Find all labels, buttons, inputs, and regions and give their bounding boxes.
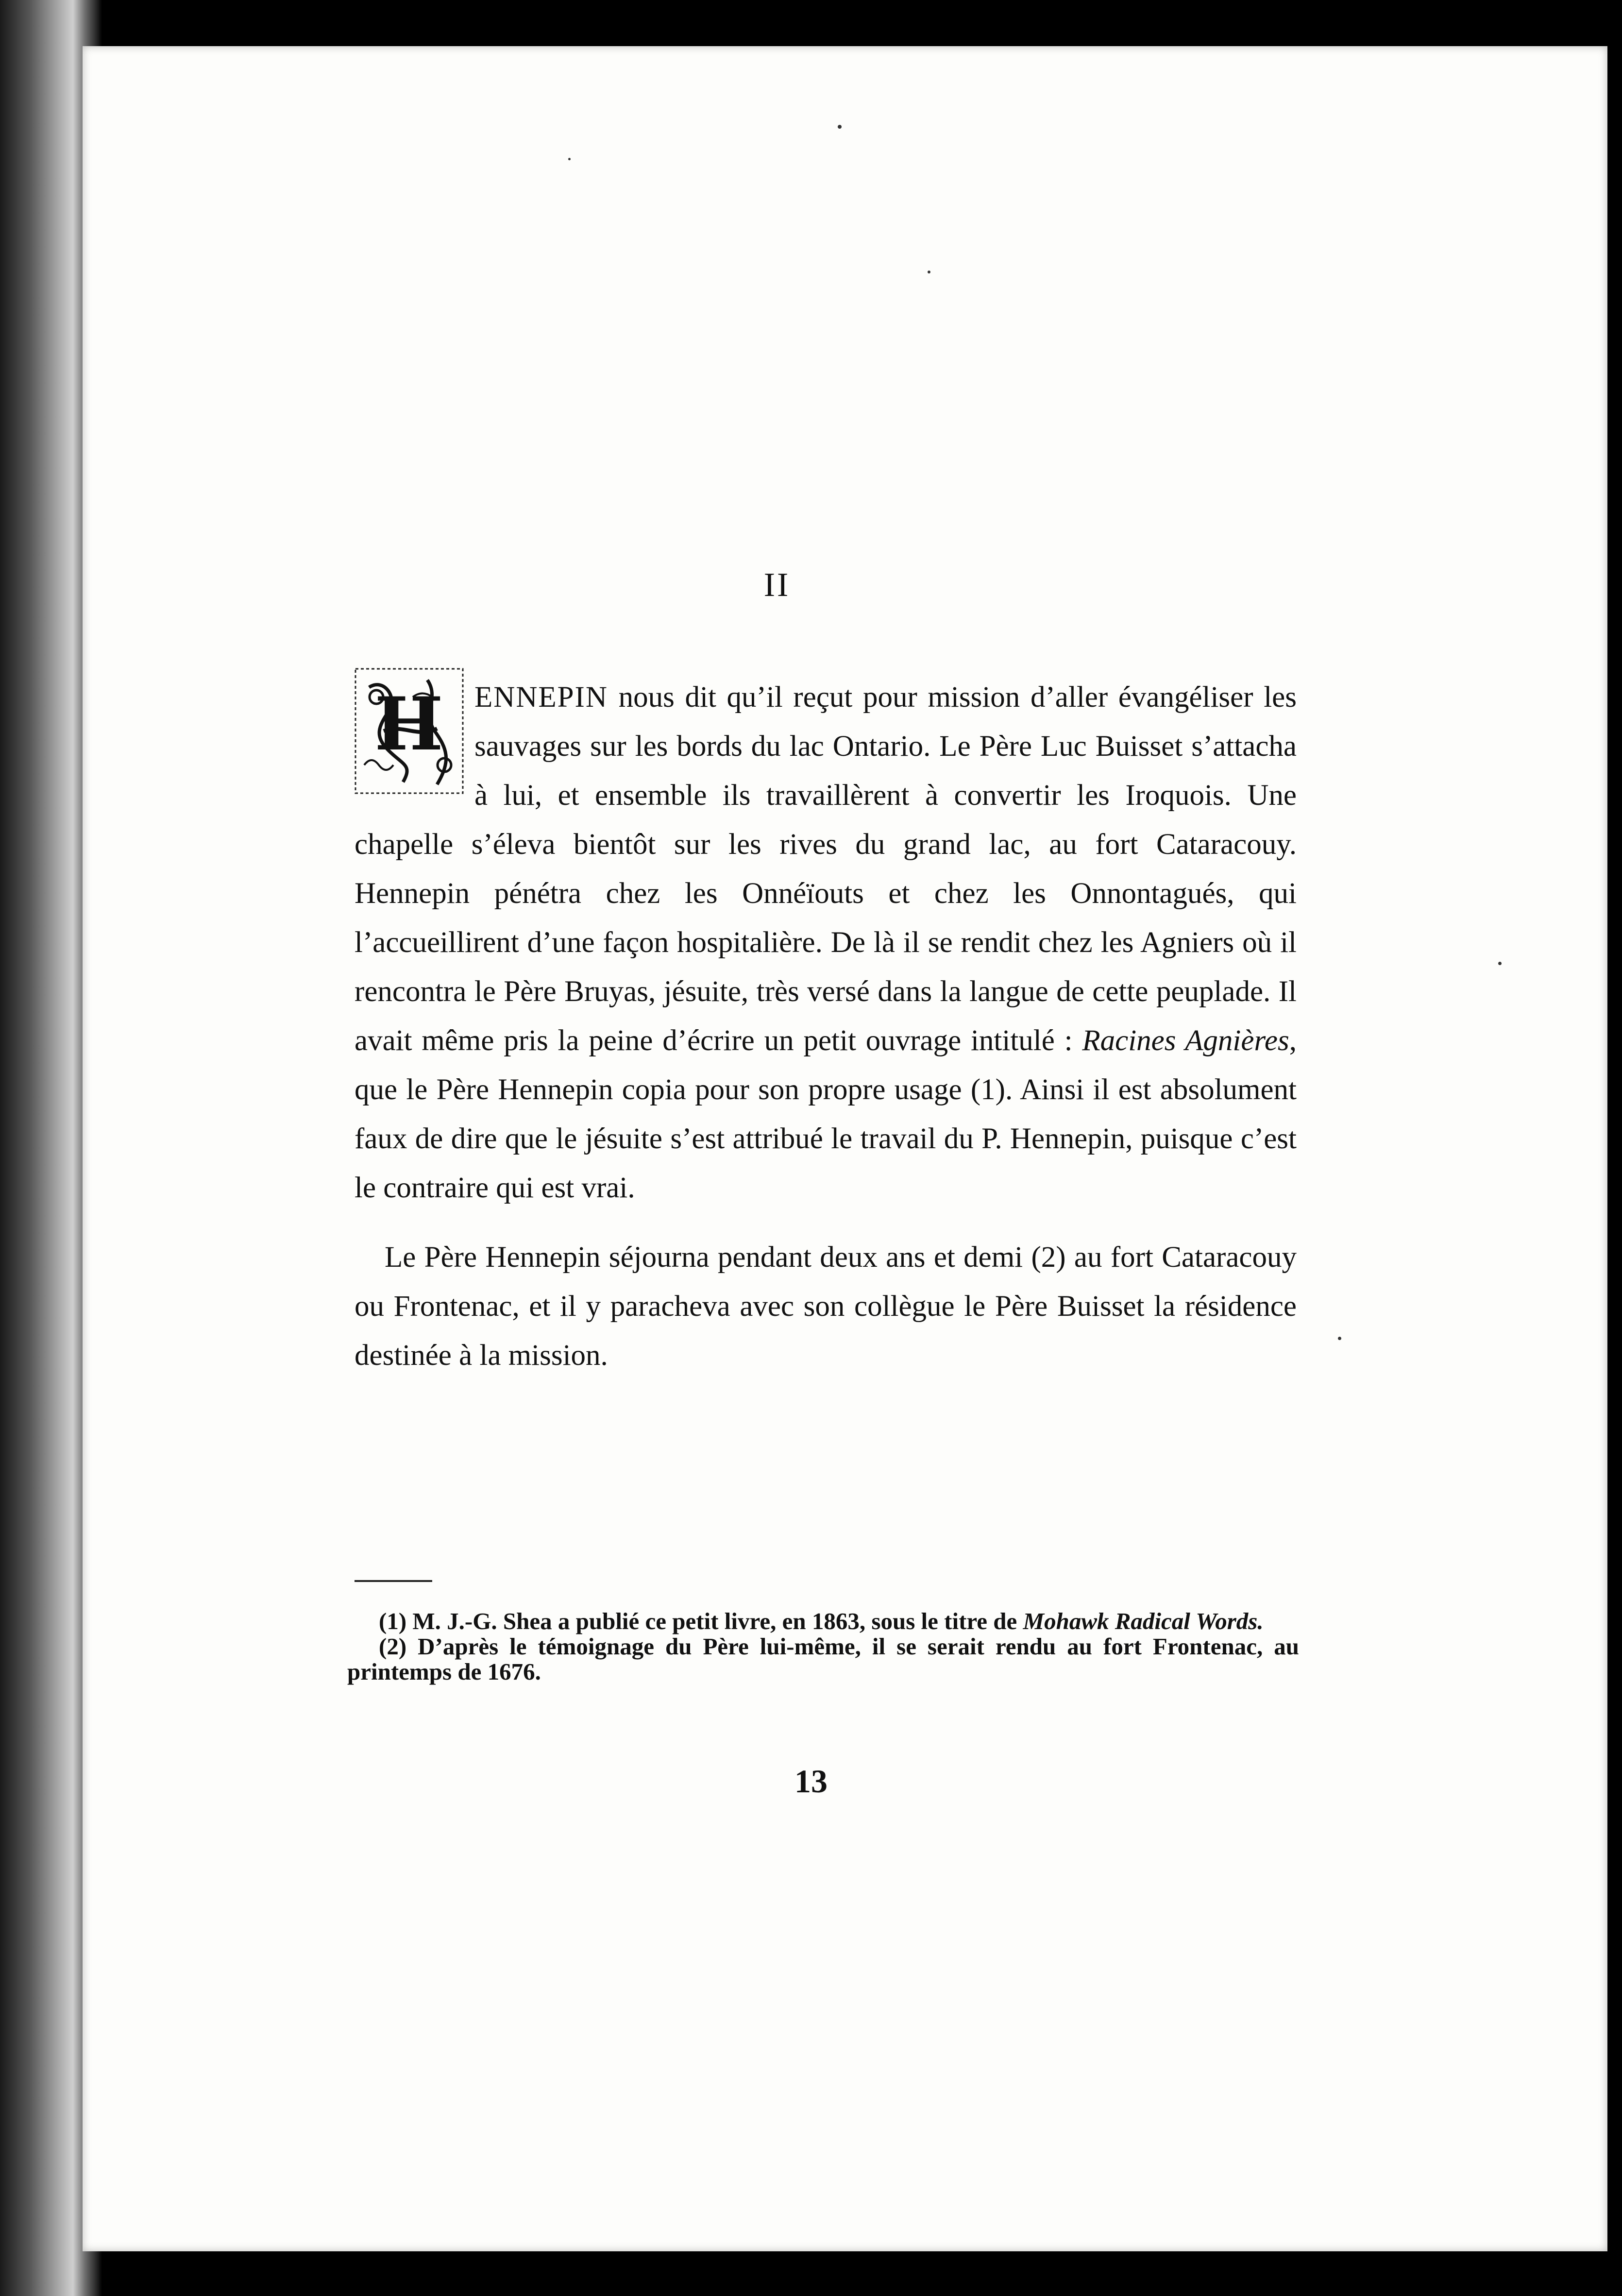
footnote-1-text: (1) M. J.-G. Shea a publié ce petit livre, en 1863, sous le titre de bbox=[379, 1608, 1017, 1634]
chapter-heading: II bbox=[763, 566, 791, 604]
paragraph-1-text: nous dit qu’il reçut pour mission d’aller évangéliser les sauvages sur les bords du lac Ontario. Le Père Luc Buisset s’attacha à lui, et ensemble ils travaillèrent à convertir les Iroquois. Une chapelle s’éleva bientôt sur les rives du grand lac, au fort Cataracouy. Hennepin pénétra chez les Onnéïouts et chez les Onnontagués, qui l’accueillirent d’une façon hospitalière. De là il se rendit chez les Agniers où il rencontra le Père Bruyas, jésuite, très versé dans la langue de cette peuplade. Il avait même pris la peine d’écrire un petit ouvrage intitulé : bbox=[355, 681, 1297, 1057]
page-number: 13 bbox=[794, 1763, 828, 1800]
footnotes bbox=[347, 1609, 1299, 1684]
scan-speck bbox=[1498, 962, 1502, 965]
ornamental-dropcap-icon bbox=[355, 668, 464, 794]
svg-text:H: H bbox=[374, 681, 443, 767]
opening-word: ENNEPIN bbox=[474, 681, 608, 714]
scan-speck bbox=[928, 271, 930, 273]
scan-speck bbox=[1338, 1337, 1341, 1340]
footnote-2 bbox=[347, 1634, 1299, 1684]
footnote-separator bbox=[355, 1580, 432, 1582]
book-title-italic: Racines Agnières bbox=[1082, 1024, 1289, 1057]
paragraph-2: Le Père Hennepin séjourna pendant deux ans et demi (2) au fort Cataracouy ou Frontenac, et il y paracheva avec son collègue le Père Buisset la résidence destinée à la mission. bbox=[355, 1241, 1297, 1372]
footnote-1 bbox=[347, 1609, 1299, 1634]
paragraph-1 bbox=[355, 673, 1297, 1212]
main-text bbox=[355, 673, 1297, 1380]
footnote-1-italic: Mohawk Radical Words. bbox=[1023, 1608, 1264, 1634]
scan-speck bbox=[568, 158, 571, 160]
footnote-2-text: (2) D’après le témoignage du Père lui-même, il se serait rendu au fort Frontenac, au printemps de 1676. bbox=[347, 1633, 1299, 1685]
scan-speck bbox=[838, 125, 842, 129]
paragraph-1-text-end: , que le Père Hennepin copia pour son propre usage (1). Ainsi il est absolument faux de dire que le jésuite s’est attribué le travail du P. Hennepin, puisque c’est le contraire qui est vrai. bbox=[355, 1024, 1297, 1204]
